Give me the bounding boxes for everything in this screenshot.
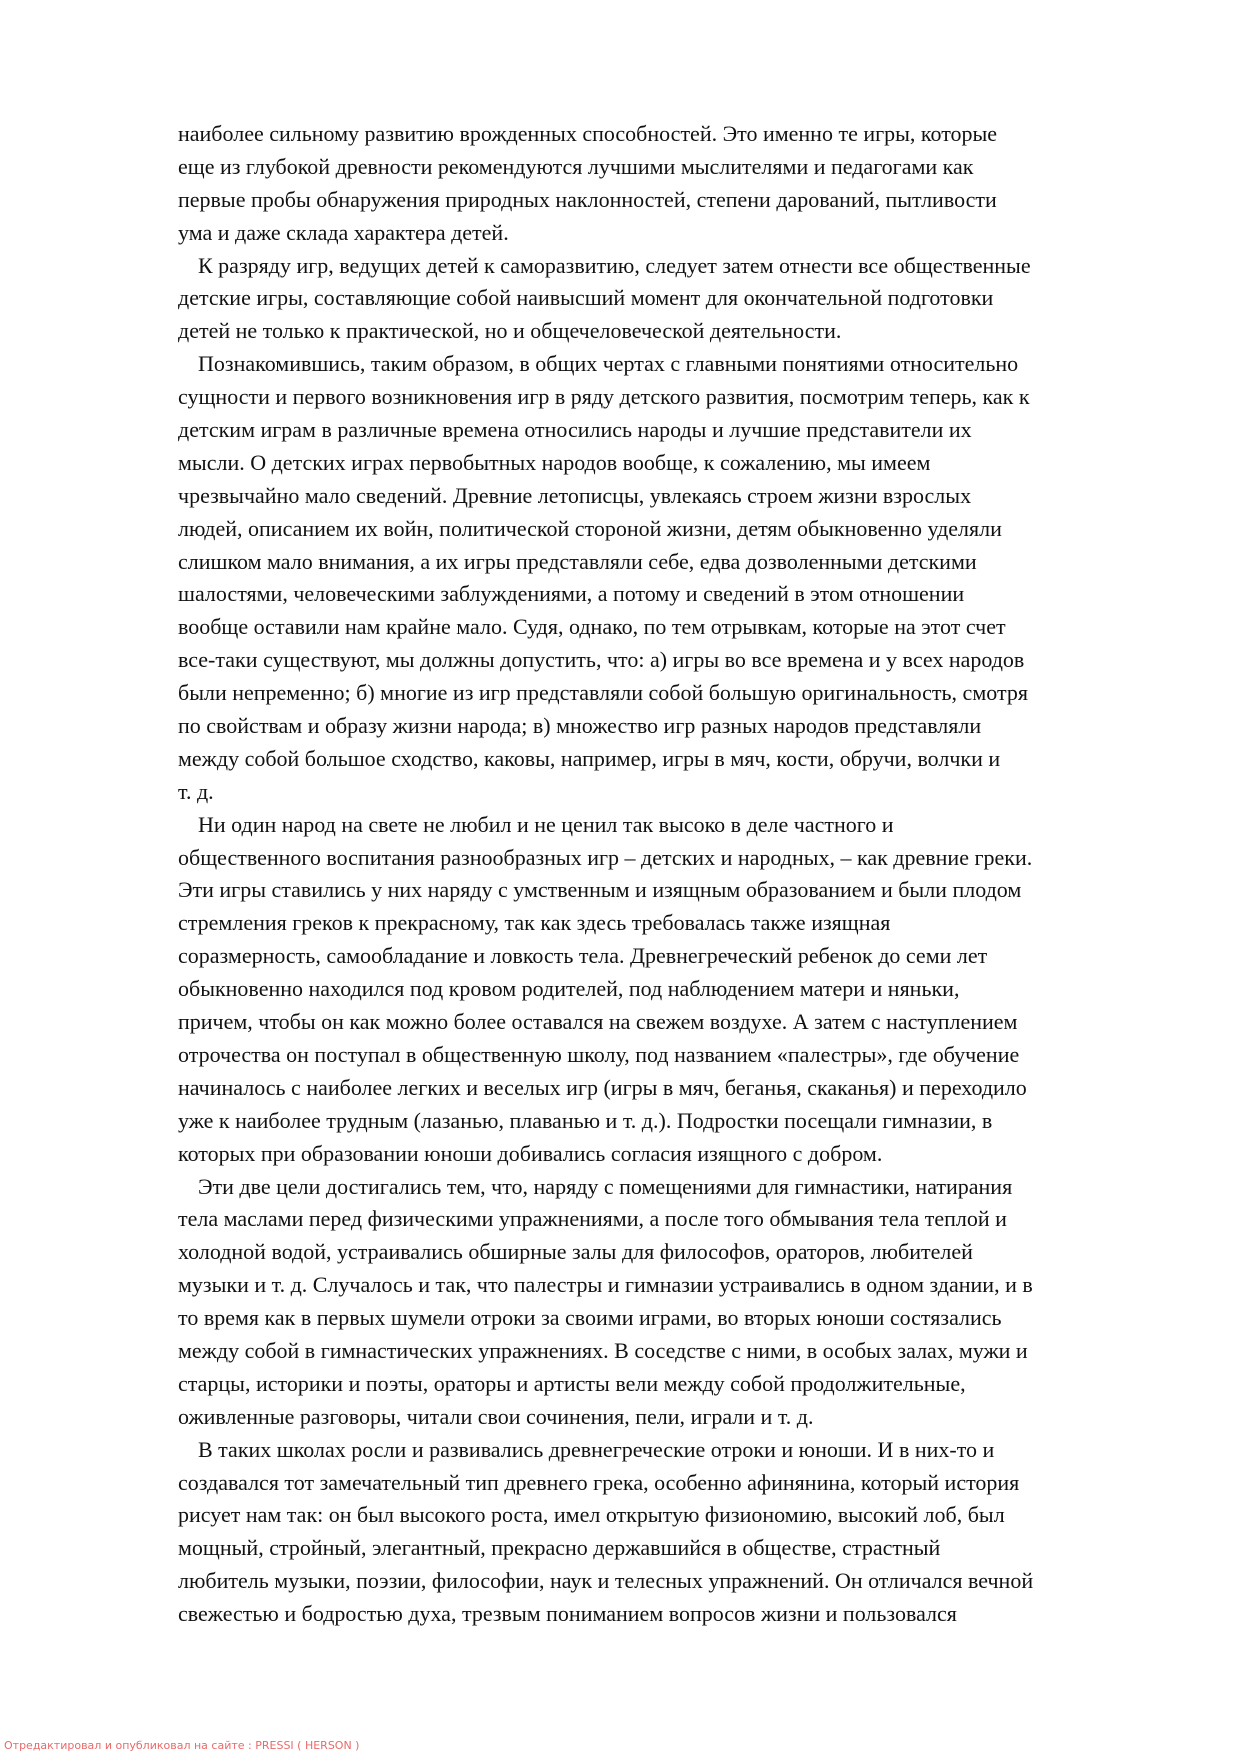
text-line: оживленные разговоры, читали свои сочинения, пели, играли и т. д. xyxy=(178,1403,814,1429)
text-line: слишком мало внимания, а их игры представляли себе, едва дозволенными детскими xyxy=(178,548,977,574)
text-line: свежестью и бодростью духа, трезвым пониманием вопросов жизни и пользовался xyxy=(178,1601,957,1627)
text-line: Познакомившись, таким образом, в общих чертах с главными понятиями относительно xyxy=(198,351,1019,377)
text-line: все-таки существуют, мы должны допустить, что: а) игры во все времена и у всех народов xyxy=(178,647,1025,673)
text-line: уже к наиболее трудным (лазанью, плаванью и т. д.). Подростки посещали гимназии, в xyxy=(178,1107,993,1133)
text-line: рисует нам так: он был высокого роста, имел открытую физиономию, высокий лоб, был xyxy=(178,1502,1005,1528)
text-line: еще из глубокой древности рекомендуются лучшими мыслителями и педагогами как xyxy=(178,153,974,179)
text-line: детским играм в различные времена относились народы и лучшие представители их xyxy=(178,417,972,443)
text-line: музыки и т. д. Случалось и так, что палестры и гимназии устраивались в одном здании, и в xyxy=(178,1272,1033,1298)
text-line: Ни один народ на свете не любил и не ценил так высоко в деле частного и xyxy=(198,811,894,837)
text-line: создавался тот замечательный тип древнего грека, особенно афинянина, который история xyxy=(178,1469,1020,1495)
text-line: В таких школах росли и развивались древнегреческие отроки и юноши. И в них-то и xyxy=(198,1436,995,1462)
text-line: людей, описанием их войн, политической стороной жизни, детям обыкновенно уделяли xyxy=(178,515,1002,541)
document-body xyxy=(178,118,1178,1631)
text-line: по свойствам и образу жизни народа; в) множество игр разных народов представляли xyxy=(178,713,982,739)
text-line: то время как в первых шумели отроки за своими играми, во вторых юноши состязались xyxy=(178,1305,1002,1331)
text-line: мысли. О детских играх первобытных народов вообще, к сожалению, мы имеем xyxy=(178,449,931,475)
footer-credit: Отредактировал и опубликовал на сайте : PRESSI ( HERSON ) xyxy=(4,1739,360,1752)
text-line: обыкновенно находился под кровом родителей, под наблюдением матери и няньки, xyxy=(178,976,960,1002)
text-line: любитель музыки, поэзии, философии, наук и телесных упражнений. Он отличался вечной xyxy=(178,1568,1034,1594)
text-line: сущности и первого возникновения игр в ряду детского развития, посмотрим теперь, как к xyxy=(178,384,1030,410)
text-line: отрочества он поступал в общественную школу, под названием «палестры», где обучение xyxy=(178,1041,1020,1067)
text-line: детские игры, составляющие собой наивысший момент для окончательной подготовки xyxy=(178,285,994,311)
text-line: Эти игры ставились у них наряду с умственным и изящным образованием и были плодом xyxy=(178,877,1022,903)
text-line: т. д. xyxy=(178,778,214,804)
text-line: соразмерность, самообладание и ловкость тела. Древнегреческий ребенок до семи лет xyxy=(178,943,988,969)
text-line: общественного воспитания разнообразных игр – детских и народных, – как древние греки. xyxy=(178,844,1033,870)
text-line: детей не только к практической, но и общечеловеческой деятельности. xyxy=(178,318,842,344)
text-line: старцы, историки и поэты, ораторы и артисты вели между собой продолжительные, xyxy=(178,1370,966,1396)
text-line: мощный, стройный, элегантный, прекрасно державшийся в обществе, страстный xyxy=(178,1535,941,1561)
text-line: первые пробы обнаружения природных наклонностей, степени дарований, пытливости xyxy=(178,186,997,212)
text-line: причем, чтобы он как можно более оставался на свежем воздухе. А затем с наступлением xyxy=(178,1009,1018,1035)
text-line: ума и даже склада характера детей. xyxy=(178,219,509,245)
text-line: К разряду игр, ведущих детей к саморазвитию, следует затем отнести все общественные xyxy=(198,252,1031,278)
text-line: были непременно; б) многие из игр представляли собой большую оригинальность, смотря xyxy=(178,680,1028,706)
text-line: между собой большое сходство, каковы, например, игры в мяч, кости, обручи, волчки и xyxy=(178,745,1001,771)
text-line: шалостями, человеческими заблуждениями, а потому и сведений в этом отношении xyxy=(178,581,965,607)
text-line: которых при образовании юноши добивались согласия изящного с добром. xyxy=(178,1140,883,1166)
text-line: холодной водой, устраивались обширные залы для философов, ораторов, любителей xyxy=(178,1239,973,1265)
text-line: стремления греков к прекрасному, так как здесь требовалась также изящная xyxy=(178,910,891,936)
text-line: чрезвычайно мало сведений. Древние летописцы, увлекаясь строем жизни взрослых xyxy=(178,482,972,508)
text-line: вообще оставили нам крайне мало. Судя, однако, по тем отрывкам, которые на этот счет xyxy=(178,614,1006,640)
text-line: наиболее сильному развитию врожденных способностей. Это именно те игры, которые xyxy=(178,121,998,146)
text-line: между собой в гимнастических упражнениях. В соседстве с ними, в особых залах, мужи и xyxy=(178,1337,1028,1363)
text-line: Эти две цели достигались тем, что, наряду с помещениями для гимнастики, натирания xyxy=(198,1173,1013,1199)
text-line: начиналось с наиболее легких и веселых игр (игры в мяч, беганья, скаканья) и переходило xyxy=(178,1074,1027,1100)
text-line: тела маслами перед физическими упражнениями, а после того обмывания тела теплой и xyxy=(178,1206,1007,1232)
